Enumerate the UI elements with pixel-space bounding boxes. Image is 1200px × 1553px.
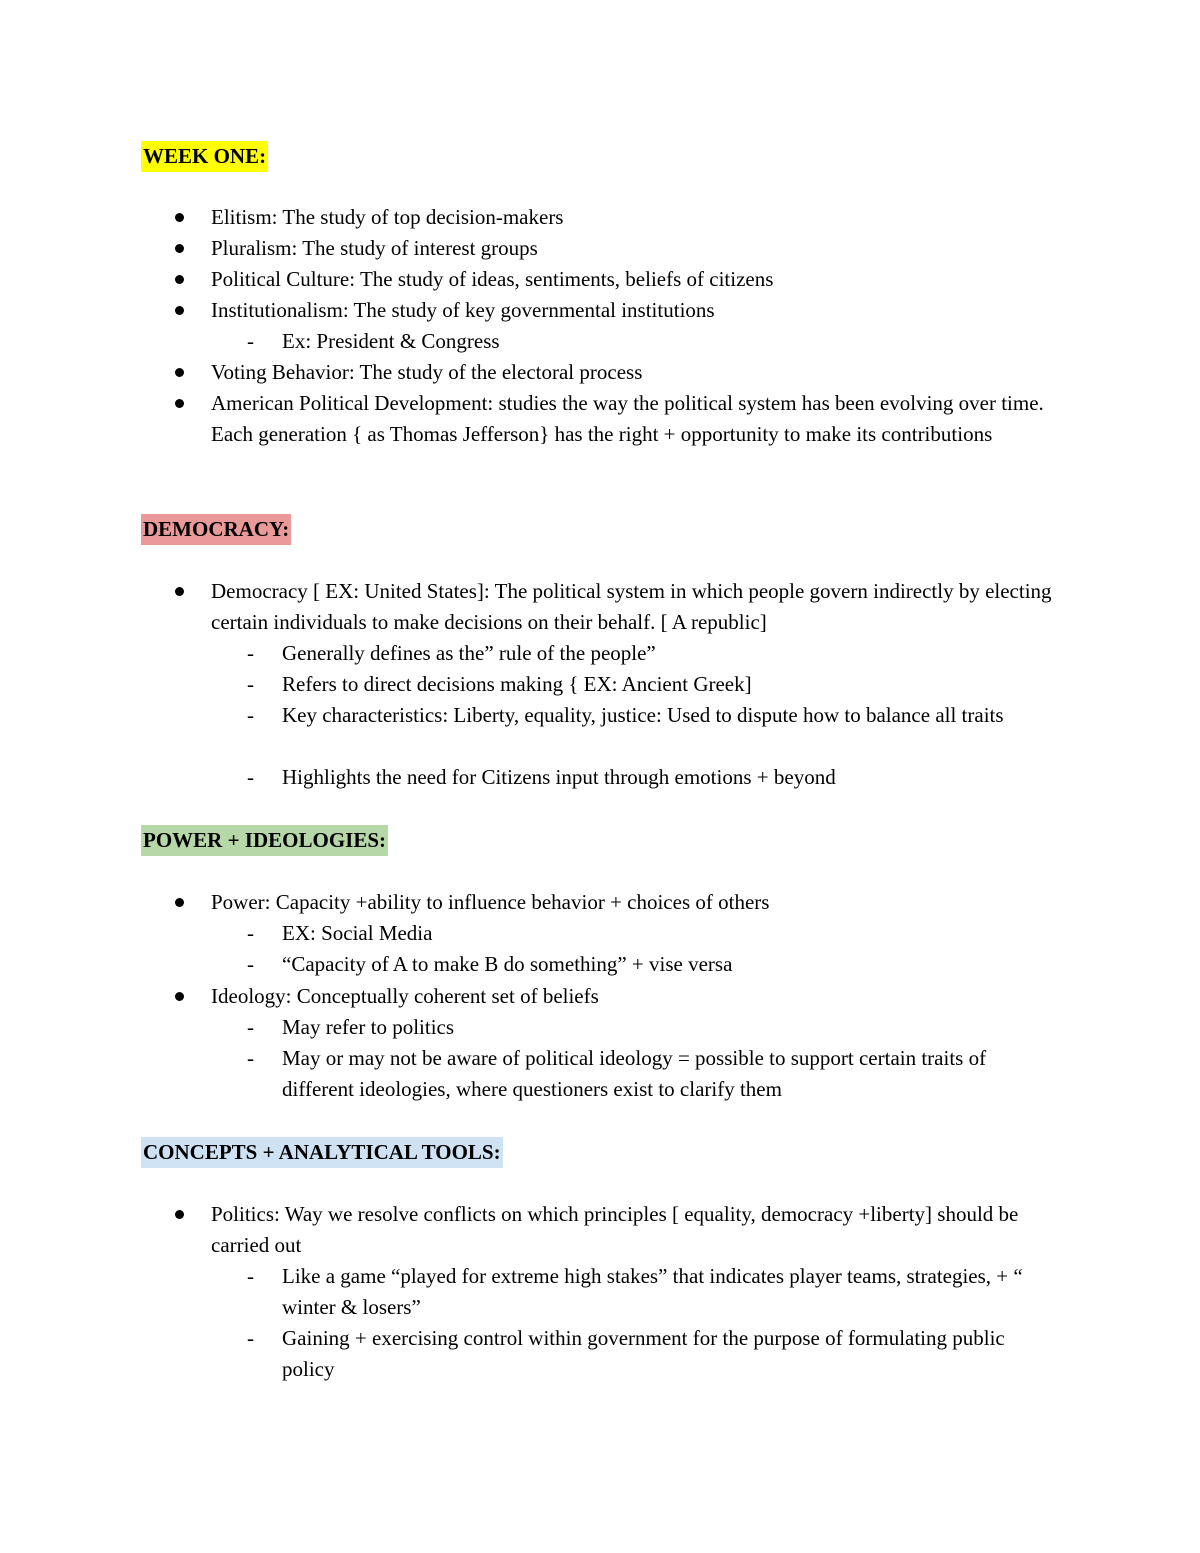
list-item: Democracy [ EX: United States]: The political system in which people govern indirectly by electing certain individuals to make decisions on their behalf. [ A republic] — [211, 576, 1071, 638]
dash-icon: - — [247, 1264, 254, 1288]
section-heading-concepts: CONCEPTS + ANALYTICAL TOOLS: — [141, 1137, 503, 1168]
sub-list-item: - May or may not be aware of political ideology = possible to support certain traits of different ideologies, where questioners exist to clarify them — [282, 1043, 1062, 1105]
dash-icon: - — [247, 952, 254, 976]
list-item: Power: Capacity +ability to influence behavior + choices of others — [211, 887, 1071, 918]
bullet-icon — [175, 275, 184, 284]
bullet-icon — [175, 368, 184, 377]
list-item: Ideology: Conceptually coherent set of beliefs — [211, 981, 1071, 1012]
dash-icon: - — [247, 1326, 254, 1350]
dash-icon: - — [247, 329, 254, 353]
sub-list-item: - Key characteristics: Liberty, equality, justice: Used to dispute how to balance all traits — [282, 700, 1062, 731]
list-item: American Political Development: studies the way the political system has been evolving over time. Each generation { as Thomas Jefferson} has the right + opportunity to make its contributions — [211, 388, 1071, 450]
bullet-icon — [175, 399, 184, 408]
sub-list-item: - Like a game “played for extreme high stakes” that indicates player teams, strategies, + “ winter & losers” — [282, 1261, 1062, 1323]
section-heading-power: POWER + IDEOLOGIES: — [141, 825, 388, 856]
section-heading-week-one: WEEK ONE: — [141, 141, 268, 172]
sub-list-item: - Highlights the need for Citizens input through emotions + beyond — [282, 762, 1062, 793]
dash-icon: - — [247, 641, 254, 665]
dash-icon: - — [247, 1015, 254, 1039]
list-item: Elitism: The study of top decision-makers — [211, 202, 1071, 233]
list-item: Politics: Way we resolve conflicts on which principles [ equality, democracy +liberty] should be carried out — [211, 1199, 1071, 1261]
sub-list-item: - Gaining + exercising control within government for the purpose of formulating public policy — [282, 1323, 1062, 1385]
bullet-icon — [175, 244, 184, 253]
bullet-icon — [175, 898, 184, 907]
dash-icon: - — [247, 765, 254, 789]
list-item: Political Culture: The study of ideas, sentiments, beliefs of citizens — [211, 264, 1071, 295]
bullet-icon — [175, 1210, 184, 1219]
list-item: Institutionalism: The study of key governmental institutions — [211, 295, 1071, 326]
section-heading-democracy: DEMOCRACY: — [141, 514, 291, 545]
sub-list-item: - EX: Social Media — [282, 918, 1062, 949]
sub-list-item: - May refer to politics — [282, 1012, 1062, 1043]
dash-icon: - — [247, 672, 254, 696]
sub-list-item: - Refers to direct decisions making { EX: Ancient Greek] — [282, 669, 1062, 700]
bullet-icon — [175, 992, 184, 1001]
dash-icon: - — [247, 921, 254, 945]
sub-list-item: - Generally defines as the” rule of the people” — [282, 638, 1062, 669]
bullet-icon — [175, 306, 184, 315]
dash-icon: - — [247, 703, 254, 727]
bullet-icon — [175, 213, 184, 222]
bullet-icon — [175, 587, 184, 596]
dash-icon: - — [247, 1046, 254, 1070]
list-item: Pluralism: The study of interest groups — [211, 233, 1071, 264]
sub-list-item: - Ex: President & Congress — [282, 326, 1062, 357]
list-item: Voting Behavior: The study of the electoral process — [211, 357, 1071, 388]
sub-list-item: - “Capacity of A to make B do something” + vise versa — [282, 949, 1062, 980]
